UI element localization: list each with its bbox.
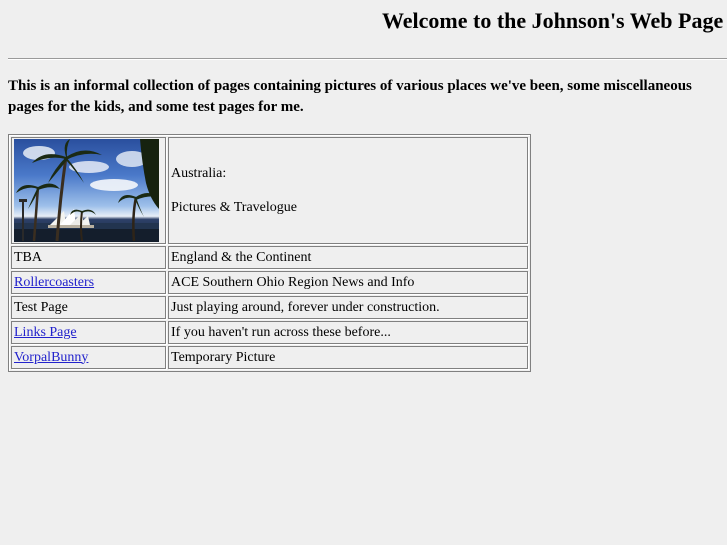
australia-label: Australia:	[171, 165, 227, 181]
row-link-cell	[11, 346, 166, 369]
row-link-cell	[11, 321, 166, 344]
table-row	[11, 296, 528, 319]
pages-table	[8, 134, 531, 372]
row-description: ACE Southern Ohio Region News and Info	[168, 271, 528, 294]
links-page-link[interactable]: Links Page	[14, 324, 77, 340]
page-title: Welcome to the Johnson's Web Page	[382, 8, 724, 33]
australia-description-cell	[168, 137, 528, 244]
row-description: If you haven't run across these before...	[168, 321, 528, 344]
row-description: Just playing around, forever under construction.	[168, 296, 528, 319]
table-row	[11, 321, 528, 344]
sydney-harbour-photo	[14, 139, 159, 242]
table-row	[11, 246, 528, 269]
vorpalbunny-link[interactable]: VorpalBunny	[14, 349, 89, 365]
table-row	[11, 137, 528, 244]
rollercoasters-link[interactable]: Rollercoasters	[14, 274, 95, 290]
australia-subtitle: Pictures & Travelogue	[171, 199, 297, 215]
table-row	[11, 346, 528, 369]
row-label-tba: TBA	[11, 246, 166, 269]
row-link-cell	[11, 271, 166, 294]
row-description: England & the Continent	[168, 246, 528, 269]
horizontal-rule	[8, 58, 727, 60]
intro-paragraph: This is an informal collection of pages containing pictures of various places we've been, some miscellaneous pages for the kids, and some test pages for me.	[8, 78, 692, 115]
row-description: Temporary Picture	[168, 346, 528, 369]
row-label-test-page: Test Page	[11, 296, 166, 319]
photo-cell	[11, 137, 166, 244]
table-row	[11, 271, 528, 294]
